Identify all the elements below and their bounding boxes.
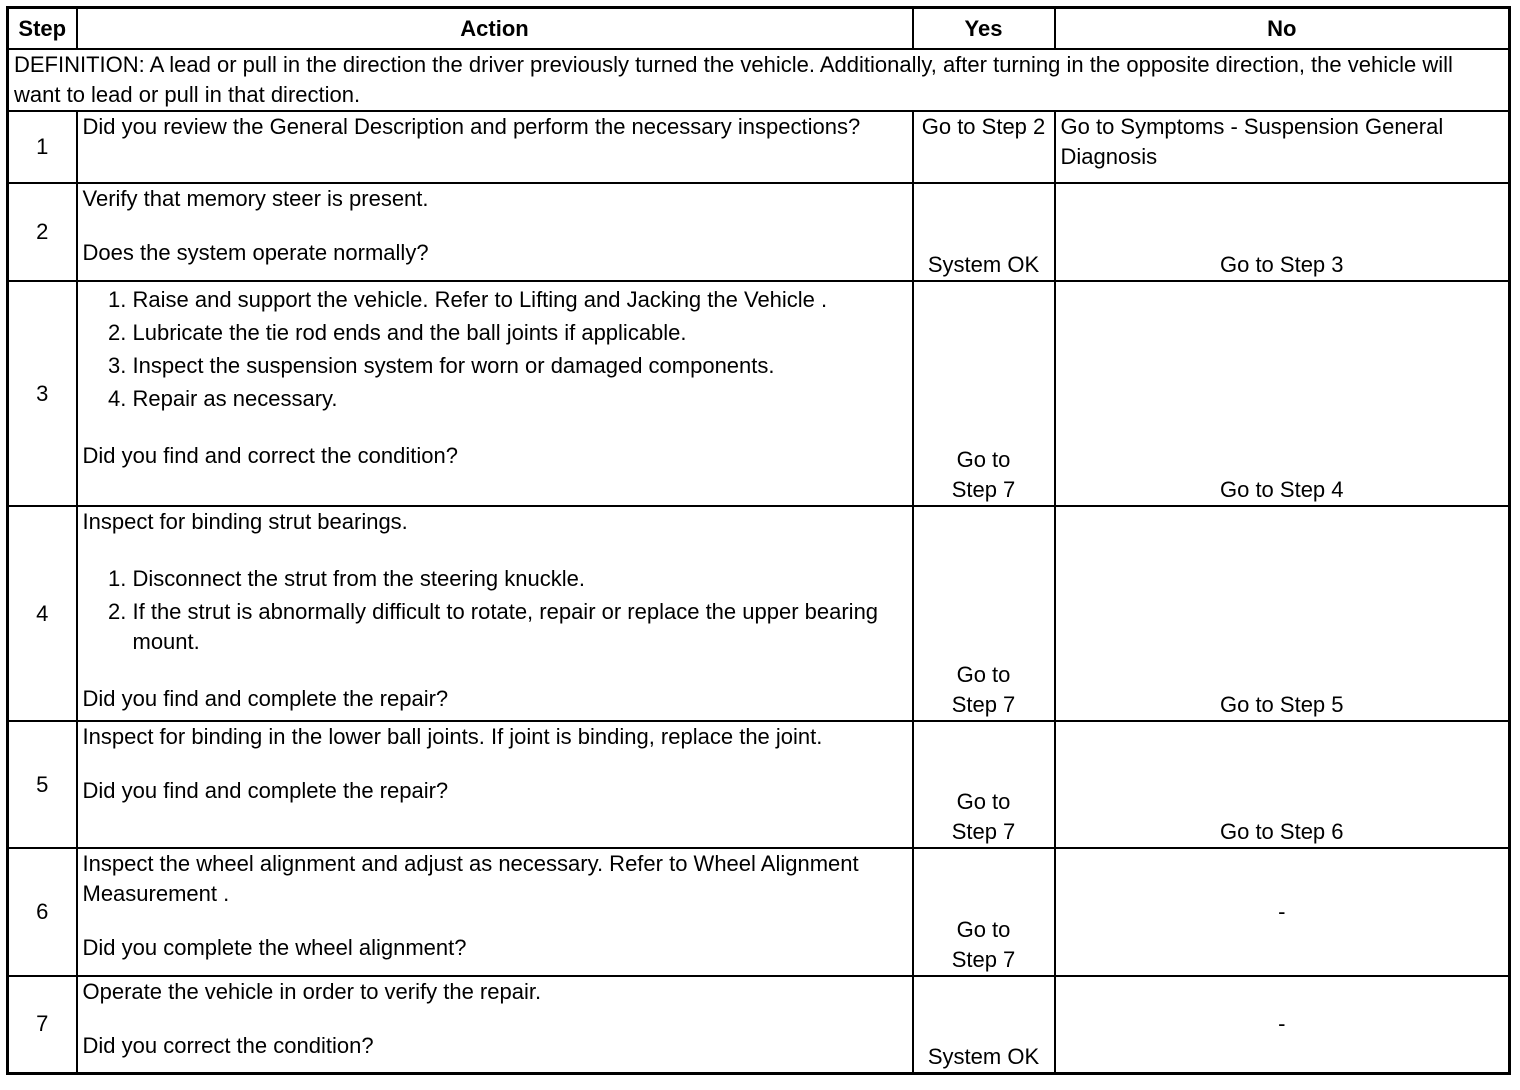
list-item: 4. Repair as necessary. [133, 384, 907, 414]
step-list [83, 564, 907, 657]
step-number: 1 [8, 111, 77, 183]
step-action [77, 111, 913, 183]
table-row [8, 976, 1510, 1073]
step-intro: Verify that memory steer is present. [82, 186, 429, 211]
step-yes [913, 721, 1055, 848]
step-intro: Inspect for binding strut bearings. [82, 509, 408, 534]
table-row [8, 721, 1510, 848]
yes-text: Go to Step 7 [951, 917, 1016, 972]
list-item: 3. Inspect the suspension system for worn or damaged components. [133, 351, 907, 381]
step-action [77, 848, 913, 976]
step-number: 7 [8, 976, 77, 1073]
step-number: 4 [8, 506, 77, 721]
step-action [77, 976, 913, 1073]
header-row [8, 8, 1510, 50]
header-step: Step [8, 8, 77, 50]
step-action [77, 281, 913, 506]
yes-text: Go to Step 7 [951, 662, 1016, 717]
step-yes: System OK [913, 976, 1055, 1073]
step-question: Does the system operate normally? [82, 240, 429, 265]
list-item: 1. Disconnect the strut from the steering knuckle. [133, 564, 907, 594]
step-yes: System OK [913, 183, 1055, 281]
step-yes [913, 848, 1055, 976]
list-item: 1. Raise and support the vehicle. Refer to Lifting and Jacking the Vehicle . [133, 285, 907, 315]
step-no: - [1055, 848, 1510, 976]
step-question: Did you complete the wheel alignment? [82, 935, 467, 960]
diagnostic-table [6, 6, 1511, 1075]
table-row [8, 111, 1510, 183]
step-question: Did you find and complete the repair? [82, 778, 449, 803]
step-list [83, 285, 907, 414]
step-no: - [1055, 976, 1510, 1073]
list-item: 2. Lubricate the tie rod ends and the ball joints if applicable. [133, 318, 907, 348]
list-item: 2. If the strut is abnormally difficult to rotate, repair or replace the upper bearing mount. [133, 597, 907, 657]
step-no: Go to Step 5 [1055, 506, 1510, 721]
step-yes [913, 281, 1055, 506]
header-action: Action [77, 8, 913, 50]
step-number: 2 [8, 183, 77, 281]
step-question: Did you find and complete the repair? [82, 686, 449, 711]
step-intro: Operate the vehicle in order to verify the repair. [82, 979, 542, 1004]
step-no: Go to Step 6 [1055, 721, 1510, 848]
step-intro: Inspect the wheel alignment and adjust as necessary. Refer to Wheel Alignment Measurement . [82, 851, 859, 906]
definition-row [8, 49, 1510, 111]
step-yes [913, 506, 1055, 721]
step-number: 6 [8, 848, 77, 976]
table-row [8, 183, 1510, 281]
step-action [77, 506, 913, 721]
step-number: 3 [8, 281, 77, 506]
step-number: 5 [8, 721, 77, 848]
header-no: No [1055, 8, 1510, 50]
step-action [77, 183, 913, 281]
step-no: Go to Symptoms - Suspension General Diagnosis [1055, 111, 1510, 183]
step-no: Go to Step 4 [1055, 281, 1510, 506]
step-action [77, 721, 913, 848]
header-yes: Yes [913, 8, 1055, 50]
yes-text: Go to Step 7 [951, 447, 1016, 502]
step-question: Did you find and correct the condition? [82, 443, 458, 468]
table-row [8, 848, 1510, 976]
step-yes: Go to Step 2 [913, 111, 1055, 183]
step-question: Did you correct the condition? [82, 1033, 374, 1058]
step-question: Did you review the General Description and perform the necessary inspections? [82, 114, 861, 139]
step-intro: Inspect for binding in the lower ball joints. If joint is binding, replace the joint. [82, 724, 823, 749]
yes-text: Go to Step 7 [951, 789, 1016, 844]
table-row [8, 506, 1510, 721]
table-row [8, 281, 1510, 506]
step-no: Go to Step 3 [1055, 183, 1510, 281]
definition-text: DEFINITION: A lead or pull in the direction the driver previously turned the vehicle. Additionally, after turning in the opposite direction, the vehicle will want to lead or pull in that direction. [8, 49, 1510, 111]
